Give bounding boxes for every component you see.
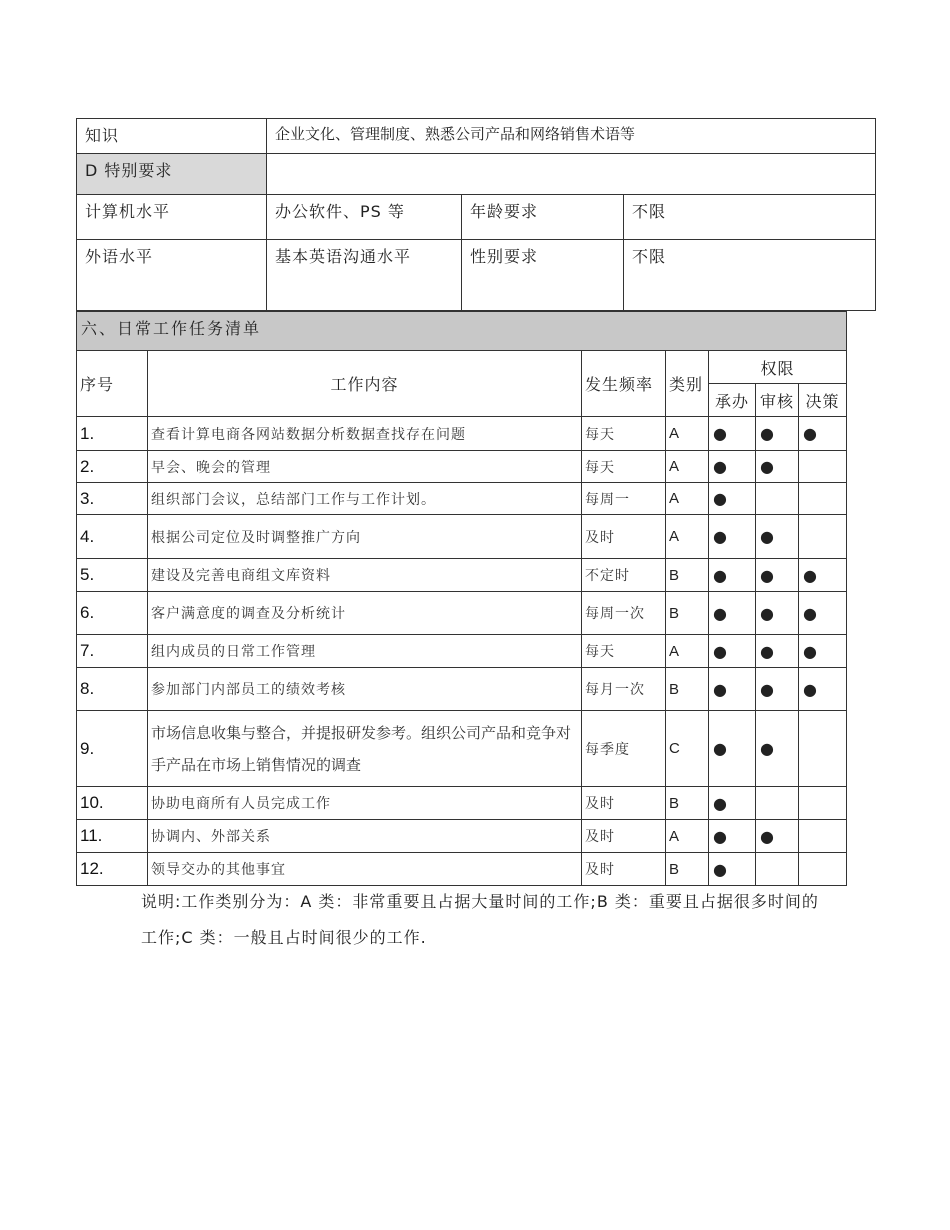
review-mark	[756, 787, 799, 820]
decide-mark	[799, 451, 847, 483]
review-mark	[756, 853, 799, 886]
task-no: 11.	[77, 820, 148, 853]
task-table	[76, 311, 847, 886]
table-row	[77, 515, 847, 559]
task-category: A	[666, 451, 709, 483]
header-category: 类别	[666, 351, 709, 417]
task-content: 查看计算电商各网站数据分析数据查找存在问题	[148, 417, 582, 451]
table-row	[77, 483, 847, 515]
review-mark: ●	[756, 668, 799, 711]
knowledge-row	[77, 119, 876, 154]
decide-mark: ●	[799, 668, 847, 711]
table-row	[77, 559, 847, 592]
knowledge-label: 知识	[77, 119, 267, 154]
review-mark: ●	[756, 592, 799, 635]
table-row	[77, 787, 847, 820]
undertake-mark: ●	[709, 635, 756, 668]
task-no: 8.	[77, 668, 148, 711]
task-category: B	[666, 592, 709, 635]
review-mark	[756, 483, 799, 515]
requirements-table	[76, 118, 876, 311]
undertake-mark: ●	[709, 592, 756, 635]
gender-value: 不限	[624, 240, 876, 311]
task-category: A	[666, 820, 709, 853]
task-frequency: 每天	[582, 635, 666, 668]
task-content: 建设及完善电商组文库资料	[148, 559, 582, 592]
review-mark: ●	[756, 711, 799, 787]
task-content: 协调内、外部关系	[148, 820, 582, 853]
undertake-mark: ●	[709, 787, 756, 820]
decide-mark: ●	[799, 559, 847, 592]
decide-mark: ●	[799, 592, 847, 635]
task-no: 6.	[77, 592, 148, 635]
task-category: A	[666, 515, 709, 559]
task-category: B	[666, 787, 709, 820]
task-frequency: 及时	[582, 820, 666, 853]
task-frequency: 每季度	[582, 711, 666, 787]
special-requirements-value	[267, 154, 876, 195]
decide-mark	[799, 515, 847, 559]
task-frequency: 及时	[582, 515, 666, 559]
review-mark: ●	[756, 417, 799, 451]
section-title: 六、日常工作任务清单	[77, 312, 847, 351]
table-row	[77, 711, 847, 787]
task-content: 领导交办的其他事宜	[148, 853, 582, 886]
decide-mark: ●	[799, 635, 847, 668]
task-content: 协助电商所有人员完成工作	[148, 787, 582, 820]
task-frequency: 及时	[582, 853, 666, 886]
task-no: 1.	[77, 417, 148, 451]
table-row	[77, 853, 847, 886]
header-decide: 决策	[799, 384, 847, 417]
header-undertake: 承办	[709, 384, 756, 417]
undertake-mark: ●	[709, 853, 756, 886]
task-category: B	[666, 853, 709, 886]
task-content: 根据公司定位及时调整推广方向	[148, 515, 582, 559]
task-category: A	[666, 417, 709, 451]
review-mark: ●	[756, 515, 799, 559]
header-authority: 权限	[709, 351, 847, 384]
header-content: 工作内容	[148, 351, 582, 417]
task-frequency: 每月一次	[582, 668, 666, 711]
language-label: 外语水平	[77, 240, 267, 311]
task-category: A	[666, 635, 709, 668]
computer-value: 办公软件、PS 等	[267, 195, 462, 240]
category-note: 说明:工作类别分为：A 类：非常重要且占据大量时间的工作;B 类：重要且占据很多时间的工作;C 类：一般且占时间很少的工作.	[141, 892, 819, 947]
decide-mark	[799, 483, 847, 515]
special-requirements-label: D 特别要求	[77, 154, 267, 195]
task-category: C	[666, 711, 709, 787]
task-content: 早会、晚会的管理	[148, 451, 582, 483]
header-review: 审核	[756, 384, 799, 417]
table-row	[77, 820, 847, 853]
computer-label: 计算机水平	[77, 195, 267, 240]
header-no: 序号	[77, 351, 148, 417]
task-frequency: 每周一次	[582, 592, 666, 635]
task-frequency: 及时	[582, 787, 666, 820]
decide-mark	[799, 853, 847, 886]
knowledge-value: 企业文化、管理制度、熟悉公司产品和网络销售术语等	[267, 119, 876, 154]
computer-row	[77, 195, 876, 240]
undertake-mark: ●	[709, 417, 756, 451]
task-no: 12.	[77, 853, 148, 886]
decide-mark: ●	[799, 417, 847, 451]
decide-mark	[799, 787, 847, 820]
task-frequency: 每天	[582, 417, 666, 451]
undertake-mark: ●	[709, 451, 756, 483]
task-no: 2.	[77, 451, 148, 483]
table-row	[77, 417, 847, 451]
review-mark: ●	[756, 559, 799, 592]
table-row	[77, 635, 847, 668]
age-value: 不限	[624, 195, 876, 240]
task-no: 9.	[77, 711, 148, 787]
task-frequency: 不定时	[582, 559, 666, 592]
undertake-mark: ●	[709, 711, 756, 787]
task-no: 10.	[77, 787, 148, 820]
special-requirements-row	[77, 154, 876, 195]
task-content: 组织部门会议，总结部门工作与工作计划。	[148, 483, 582, 515]
task-content: 客户满意度的调查及分析统计	[148, 592, 582, 635]
header-frequency: 发生频率	[582, 351, 666, 417]
task-category: B	[666, 668, 709, 711]
table-row	[77, 592, 847, 635]
task-content: 市场信息收集与整合，并提报研发参考。组织公司产品和竞争对手产品在市场上销售情况的调查	[148, 711, 582, 787]
task-no: 5.	[77, 559, 148, 592]
language-value: 基本英语沟通水平	[267, 240, 462, 311]
review-mark: ●	[756, 820, 799, 853]
task-category: A	[666, 483, 709, 515]
task-no: 7.	[77, 635, 148, 668]
task-frequency: 每天	[582, 451, 666, 483]
decide-mark	[799, 820, 847, 853]
table-row	[77, 668, 847, 711]
gender-label: 性别要求	[462, 240, 624, 311]
section-title-row	[77, 312, 847, 351]
task-content: 组内成员的日常工作管理	[148, 635, 582, 668]
task-category: B	[666, 559, 709, 592]
undertake-mark: ●	[709, 483, 756, 515]
task-no: 3.	[77, 483, 148, 515]
review-mark: ●	[756, 451, 799, 483]
undertake-mark: ●	[709, 668, 756, 711]
language-row	[77, 240, 876, 311]
decide-mark	[799, 711, 847, 787]
undertake-mark: ●	[709, 559, 756, 592]
undertake-mark: ●	[709, 820, 756, 853]
task-frequency: 每周一	[582, 483, 666, 515]
header-row	[77, 351, 847, 384]
task-content: 参加部门内部员工的绩效考核	[148, 668, 582, 711]
undertake-mark: ●	[709, 515, 756, 559]
task-no: 4.	[77, 515, 148, 559]
table-row	[77, 451, 847, 483]
age-label: 年龄要求	[462, 195, 624, 240]
review-mark: ●	[756, 635, 799, 668]
